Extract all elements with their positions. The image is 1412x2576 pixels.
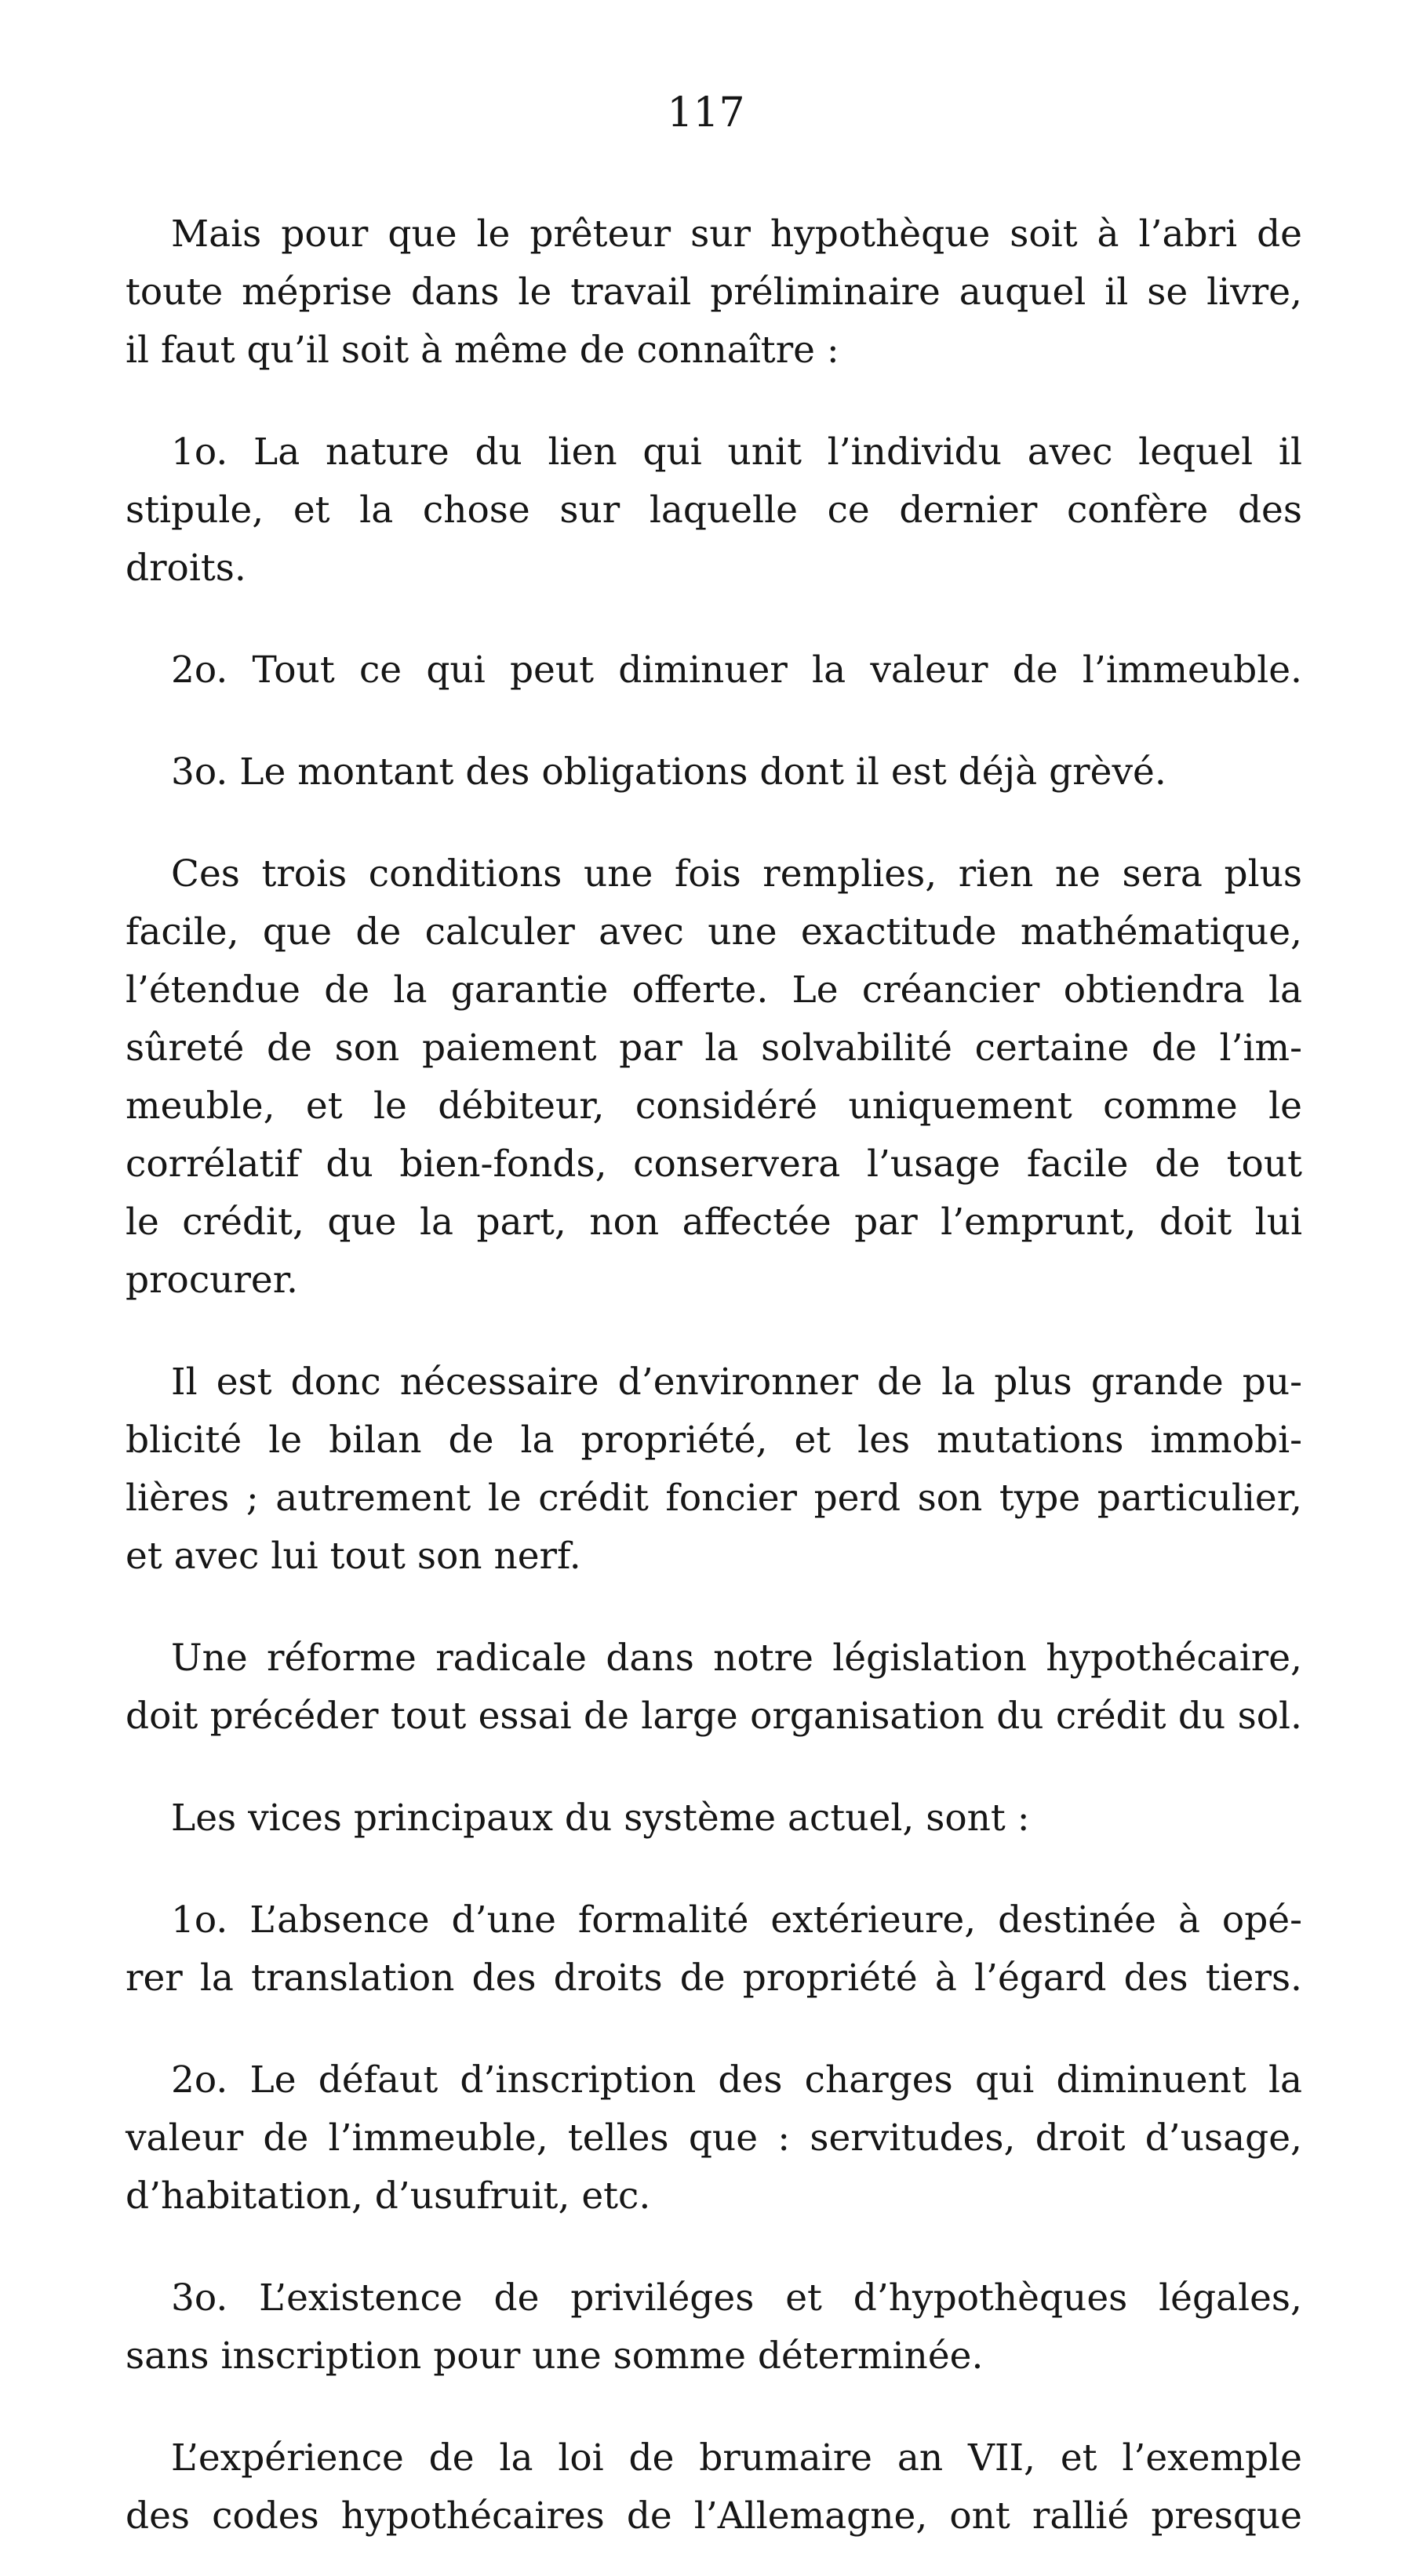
paragraph-line: doit précéder tout essai de large organisation du crédit du sol. — [126, 1695, 1302, 1738]
paragraph-line: 2o. Tout ce qui peut diminuer la valeur de l’immeuble. — [171, 649, 1302, 692]
paragraph-line: Mais pour que le prêteur sur hypothèque soit à l’abri de — [171, 213, 1302, 256]
paragraph-line: meuble, et le débiteur, considéré uniquement comme le — [126, 1085, 1302, 1128]
paragraph-11 — [126, 2269, 1302, 2385]
paragraph-line: et avec lui tout son nerf. — [126, 1535, 581, 1578]
paragraph-line: 3o. L’existence de priviléges et d’hypothèques légales, — [171, 2276, 1302, 2320]
paragraph-line: il faut qu’il soit à même de connaître : — [126, 329, 839, 372]
paragraph-8 — [126, 1789, 1302, 1848]
paragraph-line: Ces trois conditions une fois remplies, rien ne sera plus — [171, 852, 1302, 896]
paragraph-line: corrélatif du bien-fonds, conservera l’usage facile de tout — [126, 1143, 1302, 1186]
paragraph-1 — [126, 205, 1302, 380]
paragraph-line: sûreté de son paiement par la solvabilité certaine de l’im- — [126, 1026, 1302, 1070]
paragraph-line: Il est donc nécessaire d’environner de la plus grande pu- — [171, 1361, 1302, 1404]
paragraph-line: L’expérience de la loi de brumaire an VII, et l’exemple — [171, 2436, 1302, 2480]
paragraph-line: facile, que de calculer avec une exactitude mathématique, — [126, 910, 1302, 954]
paragraph-7 — [126, 1630, 1302, 1746]
page-body — [126, 205, 1302, 2545]
paragraph-line: toute méprise dans le travail préliminaire auquel il se livre, — [126, 271, 1302, 314]
paragraph-line: 1o. L’absence d’une formalité extérieure, destinée à opé- — [171, 1898, 1302, 1942]
paragraph-line: le crédit, que la part, non affectée par l’emprunt, doit lui — [126, 1201, 1302, 1244]
paragraph-4 — [126, 743, 1302, 801]
paragraph-line: droits. — [126, 547, 246, 590]
paragraph-line: procurer. — [126, 1259, 298, 1302]
paragraph-line: Les vices principaux du système actuel, sont : — [171, 1797, 1030, 1840]
paragraph-line: d’habitation, d’usufruit, etc. — [126, 2175, 651, 2218]
paragraph-line: 2o. Le défaut d’inscription des charges qui diminuent la — [171, 2058, 1302, 2102]
paragraph-line: l’étendue de la garantie offerte. Le créancier obtiendra la — [126, 968, 1302, 1012]
paragraph-line: rer la translation des droits de propriété à l’égard des tiers. — [126, 1957, 1302, 2000]
paragraph-3 — [126, 641, 1302, 699]
paragraph-line: 1o. La nature du lien qui unit l’individu avec lequel il — [171, 431, 1302, 474]
paragraph-line: lières ; autrement le crédit foncier perd son type particulier, — [126, 1477, 1302, 1520]
paragraph-line: des codes hypothécaires de l’Allemagne, ont rallié presque — [126, 2494, 1302, 2538]
paragraph-line: sans inscription pour une somme déterminée. — [126, 2334, 984, 2378]
paragraph-9 — [126, 1891, 1302, 2007]
paragraph-line: stipule, et la chose sur laquelle ce dernier confère des — [126, 489, 1302, 532]
page-number: 117 — [667, 89, 745, 136]
paragraph-6 — [126, 1353, 1302, 1586]
paragraph-line: 3o. Le montant des obligations dont il est déjà grèvé. — [171, 750, 1166, 794]
paragraph-line: Une réforme radicale dans notre législation hypothécaire, — [171, 1637, 1302, 1680]
paragraph-12 — [126, 2429, 1302, 2545]
paragraph-line: valeur de l’immeuble, telles que : servitudes, droit d’usage, — [126, 2116, 1302, 2160]
paragraph-line: blicité le bilan de la propriété, et les mutations immobi- — [126, 1419, 1302, 1462]
paragraph-10 — [126, 2051, 1302, 2225]
paragraph-2 — [126, 423, 1302, 598]
paragraph-5 — [126, 845, 1302, 1310]
